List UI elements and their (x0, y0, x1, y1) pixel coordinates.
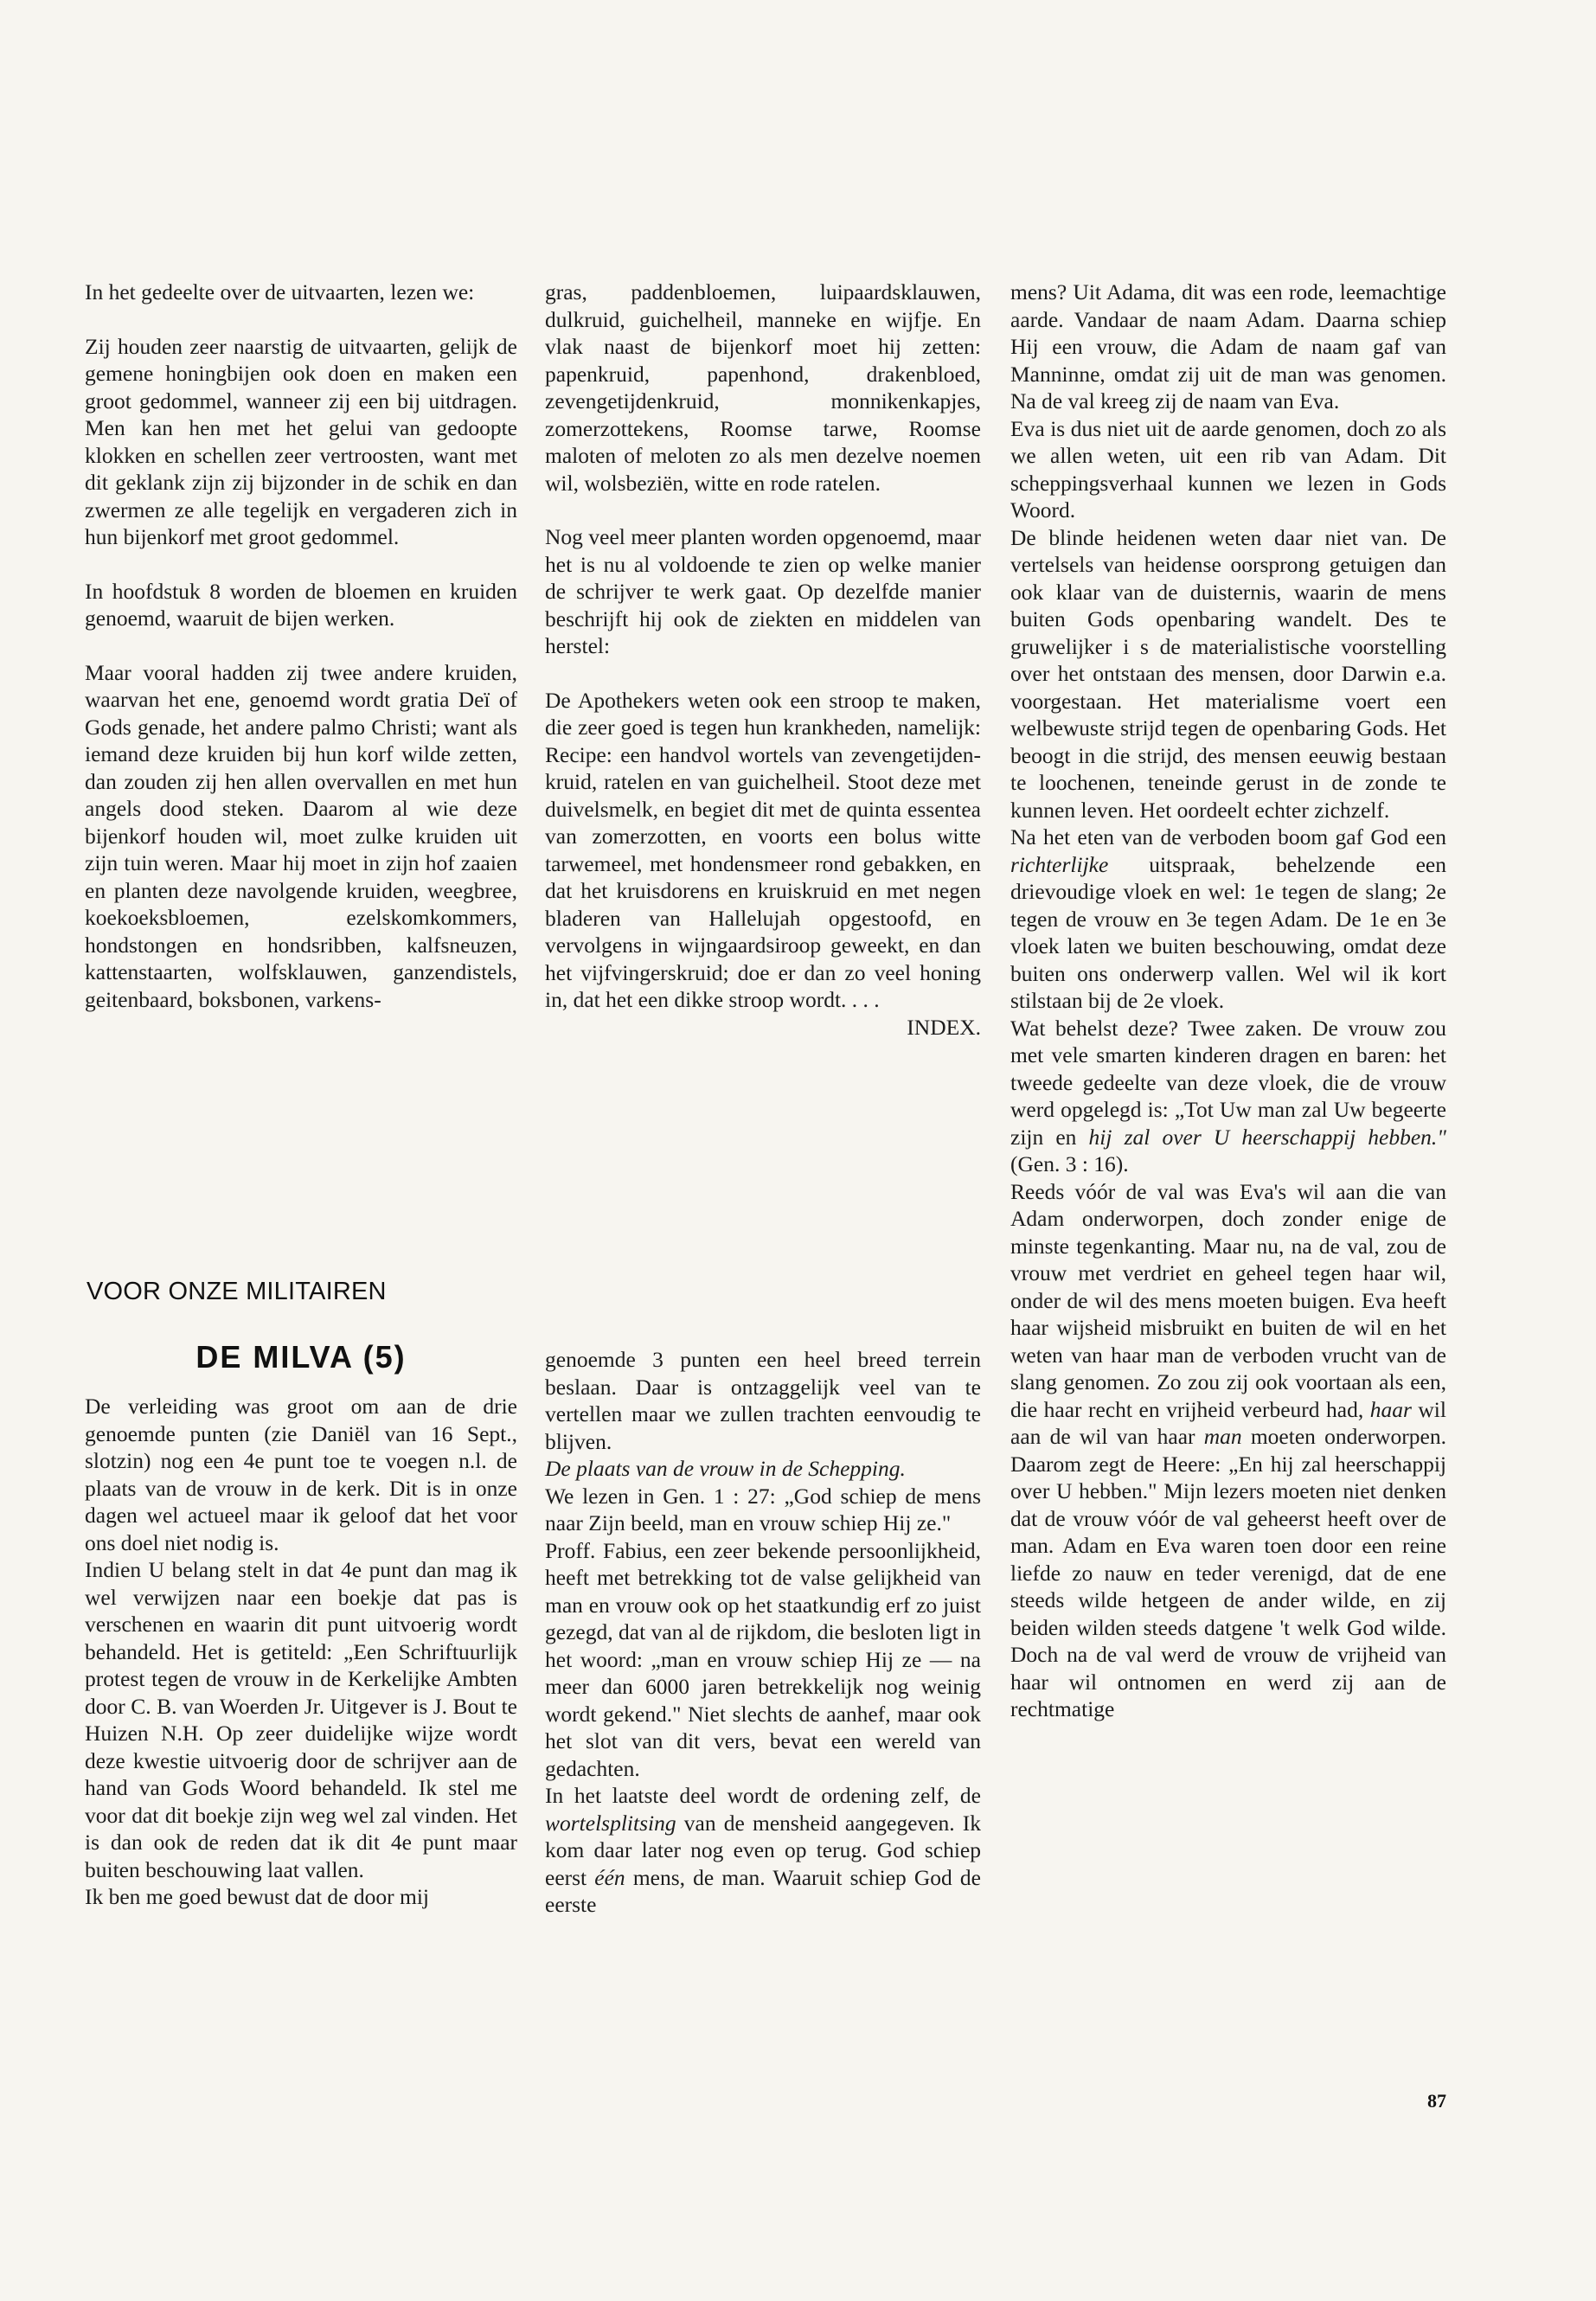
paragraph: gras, paddenbloemen, luipaardsklauwen, dulkruid, guichelheil, manneke en wijfje. En vlak naast de bijenkorf moet hij zetten: papenkruid, papenhond, drakenbloed, zevengetijdenkruid, monnikenkapjes, zomerzottekens, Roomse tarwe, Roomse maloten of meloten zo als men dezelve noemen wil, wolsbeziën, witte en rode ratelen. (545, 279, 981, 496)
column-1-bottom (85, 1393, 517, 1911)
section-label: VOOR ONZE MILITAIREN (87, 1278, 387, 1305)
paragraph: De blinde heidenen weten daar niet van. De vertelsels van heidense oorsprong getuigen dan ook klaar van de duisternis, waarin de mens buiten Gods openbaring wandelt. Des te gruwelijker i s de materialistische voorstelling over het ontstaan des mensen, door Darwin e.a. voorgestaan. Het materialisme voert een welbewuste strijd tegen de openbaring Gods. Het beoogt in die strijd, des mensen eeuwig bestaan te loochenen, teneinde gerust in de zonde te kunnen leven. Het oordeelt echter zichzelf. (1010, 524, 1446, 823)
paragraph: Zij houden zeer naarstig de uitvaarten, gelijk de gemene honingbijen ook doen en maken een groot gedommel, wanneer zij een bij uitdragen. Men kan hen met het gelui van gedoopte klokken en schellen zeer vertroosten, want met dit geklank zijn zij bijzonder in de schik en dan zwermen ze alle tegelijk en vergaderen zich in hun bijenkorf met groot gedommel. (85, 333, 517, 549)
paragraph: Indien U belang stelt in dat 4e punt dan mag ik wel verwijzen naar een boekje dat pas is verschenen en waarin dit punt uitvoerig wordt behandeld. Het is getiteld: „Een Schriftuurlijk protest tegen de vrouw in de Kerkelijke Ambten door C. B. van Woerden Jr. Uitgever is J. Bout te Huizen N.H. Op zeer duidelijke wijze wordt deze kwestie uitvoerig door de schrijver aan de hand van Gods Woord behandeld. Ik stel me voor dat dit boekje zijn weg wel zal vinden. Het is dan ook de reden dat ik dit 4e punt maar buiten beschouwing laat vallen. (85, 1557, 517, 1882)
column-2-top (545, 279, 981, 1041)
paragraph: Wat behelst deze? Twee zaken. De vrouw zou met vele smarten kinderen dragen en baren: het tweede gedeelte van deze vloek, die de vrouw werd opgelegd is: „Tot Uw man zal Uw begeerte zijn en hij zal over U heerschappij hebben." (Gen. 3 : 16). (1010, 1015, 1446, 1176)
column-3 (1010, 279, 1446, 1723)
page-number: 87 (1427, 2090, 1446, 2112)
subheading: De plaats van de vrouw in de Schepping. (545, 1456, 906, 1481)
author-signature: INDEX. (907, 1014, 981, 1040)
paragraph: genoemde 3 punten een heel breed terrein beslaan. Daar is ontzaggelijk veel van te vertellen maar we zullen trachten eenvoudig te blijven. (545, 1347, 981, 1454)
paragraph: Reeds vóór de val was Eva's wil aan die van Adam onderworpen, doch zonder enige de minste tegenkanting. Maar nu, na de val, zou de vrouw met verdriet en geheel tegen haar wil, onder de wil des mens moeten buigen. Eva heeft haar wijsheid misbruikt en buiten de wil en het weten van haar man de verboden vrucht van de slang genomen. Zo zou zij ook voortaan als een, die haar recht en vrijheid verbeurd had, haar wil aan de wil van haar man moeten onderworpen. Daarom zegt de Heere: „En hij zal heerschappij over U hebben." Mijn lezers moeten niet denken dat de vrouw vóór de val geheerst heeft over de man. Adam en Eva waren toen door een reine liefde zo nauw en teder verenigd, dat de ene steeds wilde hetgeen de ander wilde, en zij beiden wilden steeds datgene 't welk God wilde. Doch na de val werd de vrouw de vrijheid van haar wil ontnomen en werd zij aan de rechtmatige (1010, 1178, 1446, 1721)
article-title: DE MILVA (5) (195, 1339, 407, 1375)
column-1-top (85, 279, 517, 1013)
paragraph: We lezen in Gen. 1 : 27: „God schiep de mens naar Zijn beeld, man en vrouw schiep Hij ze." (545, 1483, 981, 1535)
paragraph: mens? Uit Adama, dit was een rode, leemachtige aarde. Vandaar de naam Adam. Daarna schiep Hij een vrouw, die Adam de naam gaf van Manninne, omdat zij uit de man was genomen. Na de val kreeg zij de naam van Eva. (1010, 279, 1446, 413)
paragraph: In hoofdstuk 8 worden de bloemen en kruiden genoemd, waaruit de bijen werken. (85, 578, 517, 631)
paragraph: Nog veel meer planten worden opgenoemd, maar het is nu al voldoende te zien op welke manier de schrijver te werk gaat. Op dezelfde manier beschrijft hij ook de ziekten en middelen van herstel: (545, 524, 981, 658)
paragraph: De verleiding was groot om aan de drie genoemde punten (zie Daniël van 16 Sept., slotzin) nog een 4e punt toe te voegen n.l. de plaats van de vrouw in de kerk. Dit is in onze dagen wel actueel maar ik geloof dat het voor ons doel niet nodig is. (85, 1394, 517, 1555)
paragraph: In het laatste deel wordt de ordening zelf, de wortelsplitsing van de mensheid aangegeven. Ik kom daar later nog even op terug. God schiep eerst één mens, de man. Waaruit schiep God de eerste (545, 1783, 982, 1917)
paragraph: Ik ben me goed bewust dat de door mij (85, 1884, 429, 1909)
column-2-bottom (545, 1346, 981, 1919)
paragraph: Eva is dus niet uit de aarde genomen, doch zo als we allen weten, uit een rib van Adam. Dit scheppingsverhaal kunnen we lezen in Gods Woord. (1010, 415, 1446, 522)
paragraph: De Apothekers weten ook een stroop te maken, die zeer goed is tegen hun krankheden, namelijk: Recipe: een handvol wortels van zevengetijden-kruid, ratelen en van guichelheil. Stoot deze met duivelsmelk, en begiet dit met de quinta essentea van zomerzotten, en voorts een bolus witte tarwemeel, met hondensmeer rond gebakken, en dat het kruisdorens en kruiskruid en met negen bladeren van Hallelujah opgestoofd, en vervolgens in wijngaardsiroop geweekt, en dan het vijfvingerskruid; doe er dan zo veel honing in, dat het een dikke stroop wordt. . . . (545, 687, 981, 1012)
paragraph: Na het eten van de verboden boom gaf God een richterlijke uitspraak, behelzende een drievoudige vloek en wel: 1e tegen de slang; 2e tegen de vrouw en 3e tegen Adam. De 1e en 3e vloek laten we buiten beschouwing, omdat deze buiten ons onderwerp vallen. Wel wil ik kort stilstaan bij de 2e vloek. (1010, 824, 1446, 1013)
paragraph: In het gedeelte over de uitvaarten, lezen we: (85, 279, 475, 304)
paragraph: Proff. Fabius, een zeer bekende persoonlijkheid, heeft met betrekking tot de valse gelijkheid van man en vrouw ook op het staatkundig erf zo juist gezegd, dat van al de rijkdom, die besloten ligt in het woord: „man en vrouw schiep Hij ze — na meer dan 6000 jaren betrekkelijk nog weinig wordt gekend." Niet slechts de aanhef, maar ook het slot van dit vers, bevat een wereld van gedachten. (545, 1537, 981, 1781)
paragraph: Maar vooral hadden zij twee andere kruiden, waarvan het ene, genoemd wordt gratia Deï of Gods genade, het andere palmo Christi; want als iemand deze kruiden bij hun korf wilde zetten, dan zouden zij hen allen overvallen en met hun angels dood steken. Daarom al wie deze bijenkorf houden wil, moet zulke kruiden uit zijn tuin weren. Maar hij moet in zijn hof zaaien en planten deze navolgende kruiden, weegbree, koekoeksbloemen, ezelskomkommers, hondstongen en hondsribben, kalfsneuzen, kattenstaarten, wolfsklauwen, ganzendistels, geitenbaard, boksbonen, varkens- (85, 659, 517, 1012)
